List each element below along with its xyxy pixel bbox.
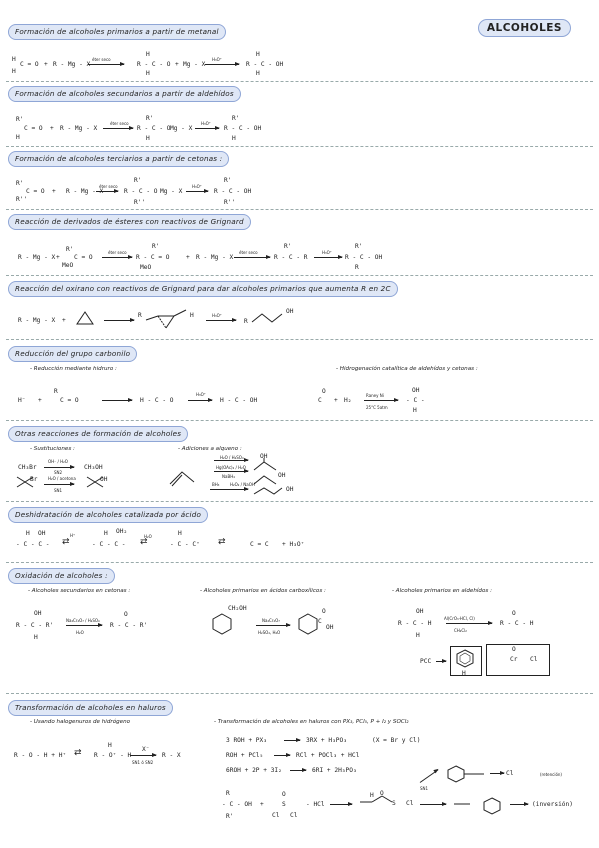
s2-r: R' xyxy=(16,116,24,123)
s9-e2-cond2: H₂SO₄, H₂O xyxy=(258,630,281,635)
s9-subtitle-1: - Alcoholes secundarios en cetonas : xyxy=(28,588,131,594)
s1-cond: éter seco xyxy=(92,57,111,62)
s3-p-r1: R' xyxy=(224,177,232,184)
separator xyxy=(6,146,593,147)
s3-ketone: C = O xyxy=(26,188,45,195)
s7-ch3br: CH₃Br xyxy=(18,464,37,471)
s1-h2: H xyxy=(12,68,16,75)
s9-e1-ketone: R - C - R' xyxy=(110,622,148,629)
s2-grignard: R - Mg - X xyxy=(60,125,98,132)
s2-plus: + xyxy=(50,125,54,132)
s7-arrow3 xyxy=(214,460,248,461)
s10-arrow-up xyxy=(420,769,439,782)
s8-h2: H xyxy=(104,530,108,537)
s10-note: (X = Br y Cl) xyxy=(372,737,421,744)
s8-oxonium: - C - C - xyxy=(92,541,126,548)
s7-oh: OH xyxy=(100,476,108,483)
s8-alkene: C = C xyxy=(250,541,269,548)
s2-p-r: R' xyxy=(232,115,240,122)
s1-product: R - C - OH xyxy=(246,61,284,68)
separator xyxy=(6,81,593,82)
s4-arrow3 xyxy=(314,257,342,258)
s10-socl2-o: O xyxy=(282,791,286,798)
s8-equilibrium-3: ⇄ xyxy=(218,537,226,547)
s6-conditions: 25°C 5atm xyxy=(366,405,388,410)
s4-p-r2: R xyxy=(355,264,359,271)
s2-aldehyde: C = O xyxy=(24,125,43,132)
section-title-3: Formación de alcoholes terciarios a partir de cetonas : xyxy=(8,151,229,167)
s10-oxonium: R - O⁺ - H xyxy=(94,752,132,759)
s7-br: Br xyxy=(30,476,38,483)
s10-alcohol: R - O - H + H⁺ xyxy=(14,752,67,759)
s5-arrow xyxy=(104,320,134,321)
s7-c4: BH₃ xyxy=(212,482,220,487)
s6-arrow xyxy=(102,400,132,401)
s6-plus: + xyxy=(38,397,42,404)
s6-h-o: O xyxy=(322,388,326,395)
s7-arrow5 xyxy=(210,489,248,490)
s10-arrow5 xyxy=(330,804,352,805)
s6-r: R xyxy=(54,388,58,395)
s7-c2: Hg(OAc)₂ / H₂O xyxy=(216,465,246,470)
s2-i-h: H xyxy=(146,135,150,142)
s9-e3-cond: Al(CrO₃·HCl, Cl) xyxy=(444,616,475,621)
s1-p-h2: H xyxy=(256,70,260,77)
s3-i-r2: R'' xyxy=(134,199,146,206)
s6-subtitle-2: - Hidrogenación catalítica de aldehídos y cetonas : xyxy=(336,366,478,372)
s10-rx: R - X xyxy=(162,752,181,759)
pyridinium-icon xyxy=(454,648,476,670)
cyclohexane-icon xyxy=(210,612,234,636)
s1-formaldehyde: C = O xyxy=(20,61,39,68)
section-title-7: Otras reacciones de formación de alcoholes xyxy=(8,426,188,442)
s1-arrow2 xyxy=(205,64,239,65)
s10-retention-cl: Cl xyxy=(506,770,514,777)
s9-e3-cond2: CH₂Cl₂ xyxy=(454,628,467,633)
s9-arrow1 xyxy=(66,625,102,626)
s4-p-r1: R' xyxy=(355,243,363,250)
s7-sn2: SN2 xyxy=(54,470,63,475)
s9-subtitle-2: - Alcoholes primarios en ácidos carboxílicos : xyxy=(200,588,326,594)
separator xyxy=(6,501,593,502)
s8-oh2: OH₂ xyxy=(116,528,128,535)
s4-i-meo: MeO xyxy=(140,264,152,271)
s3-product: R - C - OH xyxy=(214,188,252,195)
s1-i-h2: H xyxy=(146,70,150,77)
s3-p-r2: R'' xyxy=(224,199,236,206)
s4-grignard2: R - Mg - X xyxy=(196,254,234,261)
s9-arrow3 xyxy=(446,623,492,624)
s7-subtitle-1: - Sustituciones : xyxy=(30,446,75,452)
s10-alcohol2: - C - OH xyxy=(222,801,252,808)
s1-i-h1: H xyxy=(146,51,150,58)
section-title-10: Transformación de alcoholes en haluros xyxy=(8,700,173,716)
s7-p3-oh: OH xyxy=(286,486,294,493)
section-title-4: Reacción de derivados de ésteres con reactivos de Grignard xyxy=(8,214,251,230)
s4-plus2: + xyxy=(186,254,190,261)
s4-cond3: H₃O⁺ xyxy=(322,250,332,255)
s6-h2: H₂ xyxy=(344,397,352,404)
s10-pcl5-prod: RCl + POCl₃ + HCl xyxy=(296,752,360,759)
s10-arrow7 xyxy=(420,804,446,805)
s2-arrow xyxy=(103,128,133,129)
s4-grignard: R - Mg - X xyxy=(18,254,56,261)
s10-pbr3: 3 ROH + PX₃ xyxy=(226,737,267,744)
s10-arrow4 xyxy=(290,770,306,771)
section-title-6: Reducción del grupo carbonilo xyxy=(8,346,137,362)
s6-subtitle-1: - Reducción mediante hidruro : xyxy=(30,366,117,372)
s4-cond2: éter seco xyxy=(239,250,258,255)
s10-pi2: 6ROH + 2P + 3I₂ xyxy=(226,767,282,774)
s9-e1-cond2: H₂O xyxy=(76,630,84,635)
s4-arrow xyxy=(102,257,132,258)
s10-arrow1 xyxy=(130,755,156,756)
s4-co: C = O xyxy=(74,254,93,261)
s3-r1: R' xyxy=(16,180,24,187)
separator xyxy=(6,562,593,563)
s6-p-h: H xyxy=(413,407,417,414)
s9-e1-cond: Na₂Cr₂O₇ / H₂SO₄ xyxy=(66,618,100,623)
s1-grignard: R - Mg - X xyxy=(53,61,91,68)
s4-arrow2 xyxy=(234,257,270,258)
s2-product: R - C - OH xyxy=(224,125,262,132)
s10-subtitle-2: - Transformación de alcoholes en haluros con PX₃, PCl₅, P + I₂ y SOCl₂ xyxy=(214,719,409,725)
s5-cond: H₃O⁺ xyxy=(212,313,222,318)
s2-cond2: H₃O⁺ xyxy=(201,121,211,126)
s10-equilibrium: ⇄ xyxy=(74,748,82,758)
s4-i-r: R' xyxy=(152,243,160,250)
s9-subtitle-3: - Alcoholes primarios en aldehídos : xyxy=(392,588,492,594)
s4-r: R' xyxy=(66,246,74,253)
s10-plus: + xyxy=(260,801,264,808)
s7-propene xyxy=(168,468,198,488)
s9-cr-o1: O xyxy=(512,646,516,653)
section-title-2: Formación de alcoholes secundarios a partir de aldehídos xyxy=(8,86,241,102)
s7-ch3oh: CH₃OH xyxy=(84,464,103,471)
s1-h1: H xyxy=(12,56,16,63)
s7-arrow2 xyxy=(44,484,74,485)
section-title-8: Deshidratación de alcoholes catalizada por ácido xyxy=(8,507,208,523)
s4-k-r: R' xyxy=(284,243,292,250)
s10-socl2-s: S xyxy=(282,801,286,808)
s1-plus: + xyxy=(44,61,48,68)
s10-sn: SN1 ó SN2 xyxy=(132,760,154,765)
s4-product: R - C - OH xyxy=(345,254,383,261)
s10-ester-o: O xyxy=(380,790,384,797)
separator xyxy=(6,693,593,694)
s2-intermediate: R - C - O xyxy=(137,125,171,132)
s10-intermediate-ring xyxy=(444,762,494,784)
separator xyxy=(6,420,593,421)
s7-c3: NaBH₄ xyxy=(222,474,235,479)
s9-arrow2 xyxy=(256,625,290,626)
s6-h-c: C xyxy=(318,397,322,404)
s8-equilibrium-1: ⇄ xyxy=(62,537,70,547)
s3-grignard: R - Mg - X xyxy=(66,188,104,195)
s9-e3-aldehyde: R - C - H xyxy=(500,620,534,627)
s9-e1-oh: OH xyxy=(34,610,42,617)
separator xyxy=(6,209,593,210)
s9-cr: Cr xyxy=(510,656,518,663)
s6-p-oh: OH xyxy=(412,387,420,394)
s3-mgx: Mg - X xyxy=(160,188,183,195)
s3-i-r1: R' xyxy=(134,177,142,184)
s3-plus: + xyxy=(52,188,56,195)
s10-arrow2 xyxy=(284,740,300,741)
s4-meo: MeO xyxy=(62,262,74,269)
s7-arrow1 xyxy=(44,467,74,468)
s3-r2: R'' xyxy=(16,196,28,203)
s10-ester-cl: Cl xyxy=(406,800,414,807)
s10-subtitle-1: - Usando halogenuros de hidrógeno xyxy=(30,719,131,725)
s10-socl2-cl2: Cl xyxy=(290,812,298,819)
s9-pcc-h: H xyxy=(462,670,466,677)
s10-r2: R' xyxy=(226,813,234,820)
s10-arrow6 xyxy=(490,773,504,774)
s6-alkoxide: H - C - O xyxy=(140,397,174,404)
s5-arrow2 xyxy=(206,320,236,321)
s2-arrow2 xyxy=(195,128,219,129)
s7-subtitle-2: - Adiciones a alqueno : xyxy=(178,446,242,452)
s6-arrow3 xyxy=(364,400,398,401)
s4-intermediate: R - C = O xyxy=(136,254,170,261)
s9-e2-o: O xyxy=(322,608,326,615)
s9-e3-o: O xyxy=(512,610,516,617)
s7-product-1 xyxy=(252,458,280,472)
s9-e1-h: H xyxy=(34,634,38,641)
s10-ester-s: S xyxy=(392,800,396,807)
s8-alcohol: - C - C - xyxy=(16,541,50,548)
s4-cond: éter seco xyxy=(108,250,127,255)
s6-arrow2 xyxy=(188,400,212,401)
s10-inversion-cl: (inversión) xyxy=(532,801,573,808)
s7-arrow4 xyxy=(214,471,248,472)
s9-e3-h: H xyxy=(416,632,420,639)
s7-p2-oh: OH xyxy=(278,472,286,479)
s10-ester-h: H xyxy=(370,792,374,799)
chromate-bracket xyxy=(486,644,550,676)
s6-h-plus: + xyxy=(334,397,338,404)
s9-e1-alcohol: R - C - R' xyxy=(16,622,54,629)
s1-cond2: H₃O⁺ xyxy=(212,57,222,62)
s8-h3: H xyxy=(178,530,182,537)
separator xyxy=(6,275,593,276)
s1-intermediate: R - C - O xyxy=(137,61,171,68)
section-title-1: Formación de alcoholes primarios a partir de metanal xyxy=(8,24,226,40)
s10-arrow3 xyxy=(274,755,290,756)
s10-minus-hcl: - HCl xyxy=(306,801,325,808)
s9-arrow4 xyxy=(436,661,446,662)
oxirane-icon xyxy=(75,311,95,325)
s1-mgx: Mg - X xyxy=(183,61,206,68)
s9-e2-cond: Na₂Cr₂O₇ xyxy=(262,618,280,623)
s10-pi2-prod: 6RI + 2H₃PO₃ xyxy=(312,767,357,774)
s9-e2-c: C xyxy=(318,618,322,625)
s8-oh: OH xyxy=(38,530,46,537)
s5-r: R xyxy=(138,312,142,319)
s8-h3o: + H₃O⁺ xyxy=(282,541,305,548)
s9-e3-oh: OH xyxy=(416,608,424,615)
s10-r: R xyxy=(226,790,230,797)
s5-p-oh: OH xyxy=(286,308,294,315)
s1-arrow xyxy=(88,64,124,65)
s10-pyridine-complex xyxy=(452,794,508,816)
s6-hydride: H⁻ xyxy=(18,397,26,404)
s6-p-c: - C - xyxy=(406,397,425,404)
s10-retention: (retención) xyxy=(540,772,562,777)
s2-mgx: Mg - X xyxy=(170,125,193,132)
s9-pcc-label: PCC xyxy=(420,658,432,665)
s7-p1-oh: OH xyxy=(260,453,268,460)
s7-product-3 xyxy=(252,484,286,498)
s9-cr-cl: Cl xyxy=(530,656,538,663)
s6-alcohol: H - C - OH xyxy=(220,397,258,404)
s3-arrow xyxy=(96,191,118,192)
s6-carbonyl: C = O xyxy=(60,397,79,404)
s5-transition-state xyxy=(142,306,190,332)
s3-cond2: H₃O⁺ xyxy=(192,184,202,189)
s2-p-h: H xyxy=(232,135,236,142)
s10-h: H xyxy=(108,742,112,749)
s7-cond2: H₂O / acetona xyxy=(48,476,76,481)
s8-carbocation: - C - C⁺ xyxy=(170,541,200,548)
s2-h: H xyxy=(16,134,20,141)
s5-plus: + xyxy=(62,317,66,324)
s10-arrow8 xyxy=(510,804,528,805)
s8-h-plus: H⁺ xyxy=(70,533,76,538)
s3-intermediate: R - C - O xyxy=(124,188,158,195)
s3-arrow2 xyxy=(186,191,208,192)
s4-plus: + xyxy=(56,254,60,261)
s9-e1-o: O xyxy=(124,611,128,618)
s7-cond1: OH⁻ / H₂O xyxy=(48,459,68,464)
s10-x: X⁻ xyxy=(142,746,150,753)
cyclohexane-icon-2 xyxy=(296,612,320,636)
s7-sn1: SN1 xyxy=(54,488,63,493)
s10-sn1-label: SN1 xyxy=(420,786,429,791)
s5-p-r: R xyxy=(244,318,248,325)
s2-i-r: R' xyxy=(146,115,154,122)
s9-e3-alcohol: R - C - H xyxy=(398,620,432,627)
section-title-5: Reacción del oxirano con reactivos de Grignard para dar alcoholes primarios que aumenta R en 2C xyxy=(8,281,398,297)
s9-e2-oh: OH xyxy=(326,624,334,631)
s6-raney: Raney Ni xyxy=(366,393,384,398)
s2-cond: éter seco xyxy=(110,121,129,126)
s6-cond: H₃O⁺ xyxy=(196,392,206,397)
s5-h: H xyxy=(190,312,194,319)
s5-grignard: R - Mg - X xyxy=(18,317,56,324)
separator xyxy=(6,339,593,340)
s3-cond: éter seco xyxy=(99,184,118,189)
s8-h2o: H₂O xyxy=(144,534,152,539)
s7-c1: H₂O / H₂SO₄ xyxy=(220,455,244,460)
s10-socl2-cl1: Cl xyxy=(272,812,280,819)
s7-c5: H₂O₂ / NaOH xyxy=(230,482,255,487)
s8-equilibrium-2: ⇄ xyxy=(140,537,148,547)
section-title-9: Oxidación de alcoholes : xyxy=(8,568,115,584)
s4-ketone: R - C - R xyxy=(274,254,308,261)
s10-pbr3-prod: 3RX + H₃PO₃ xyxy=(306,737,347,744)
s1-plus2: + xyxy=(175,61,179,68)
s8-h: H xyxy=(26,530,30,537)
page-title: ALCOHOLES xyxy=(478,19,571,37)
s9-e2-ch2oh: CH₂OH xyxy=(228,605,247,612)
s10-pcl5: ROH + PCl₅ xyxy=(226,752,264,759)
s1-p-h1: H xyxy=(256,51,260,58)
